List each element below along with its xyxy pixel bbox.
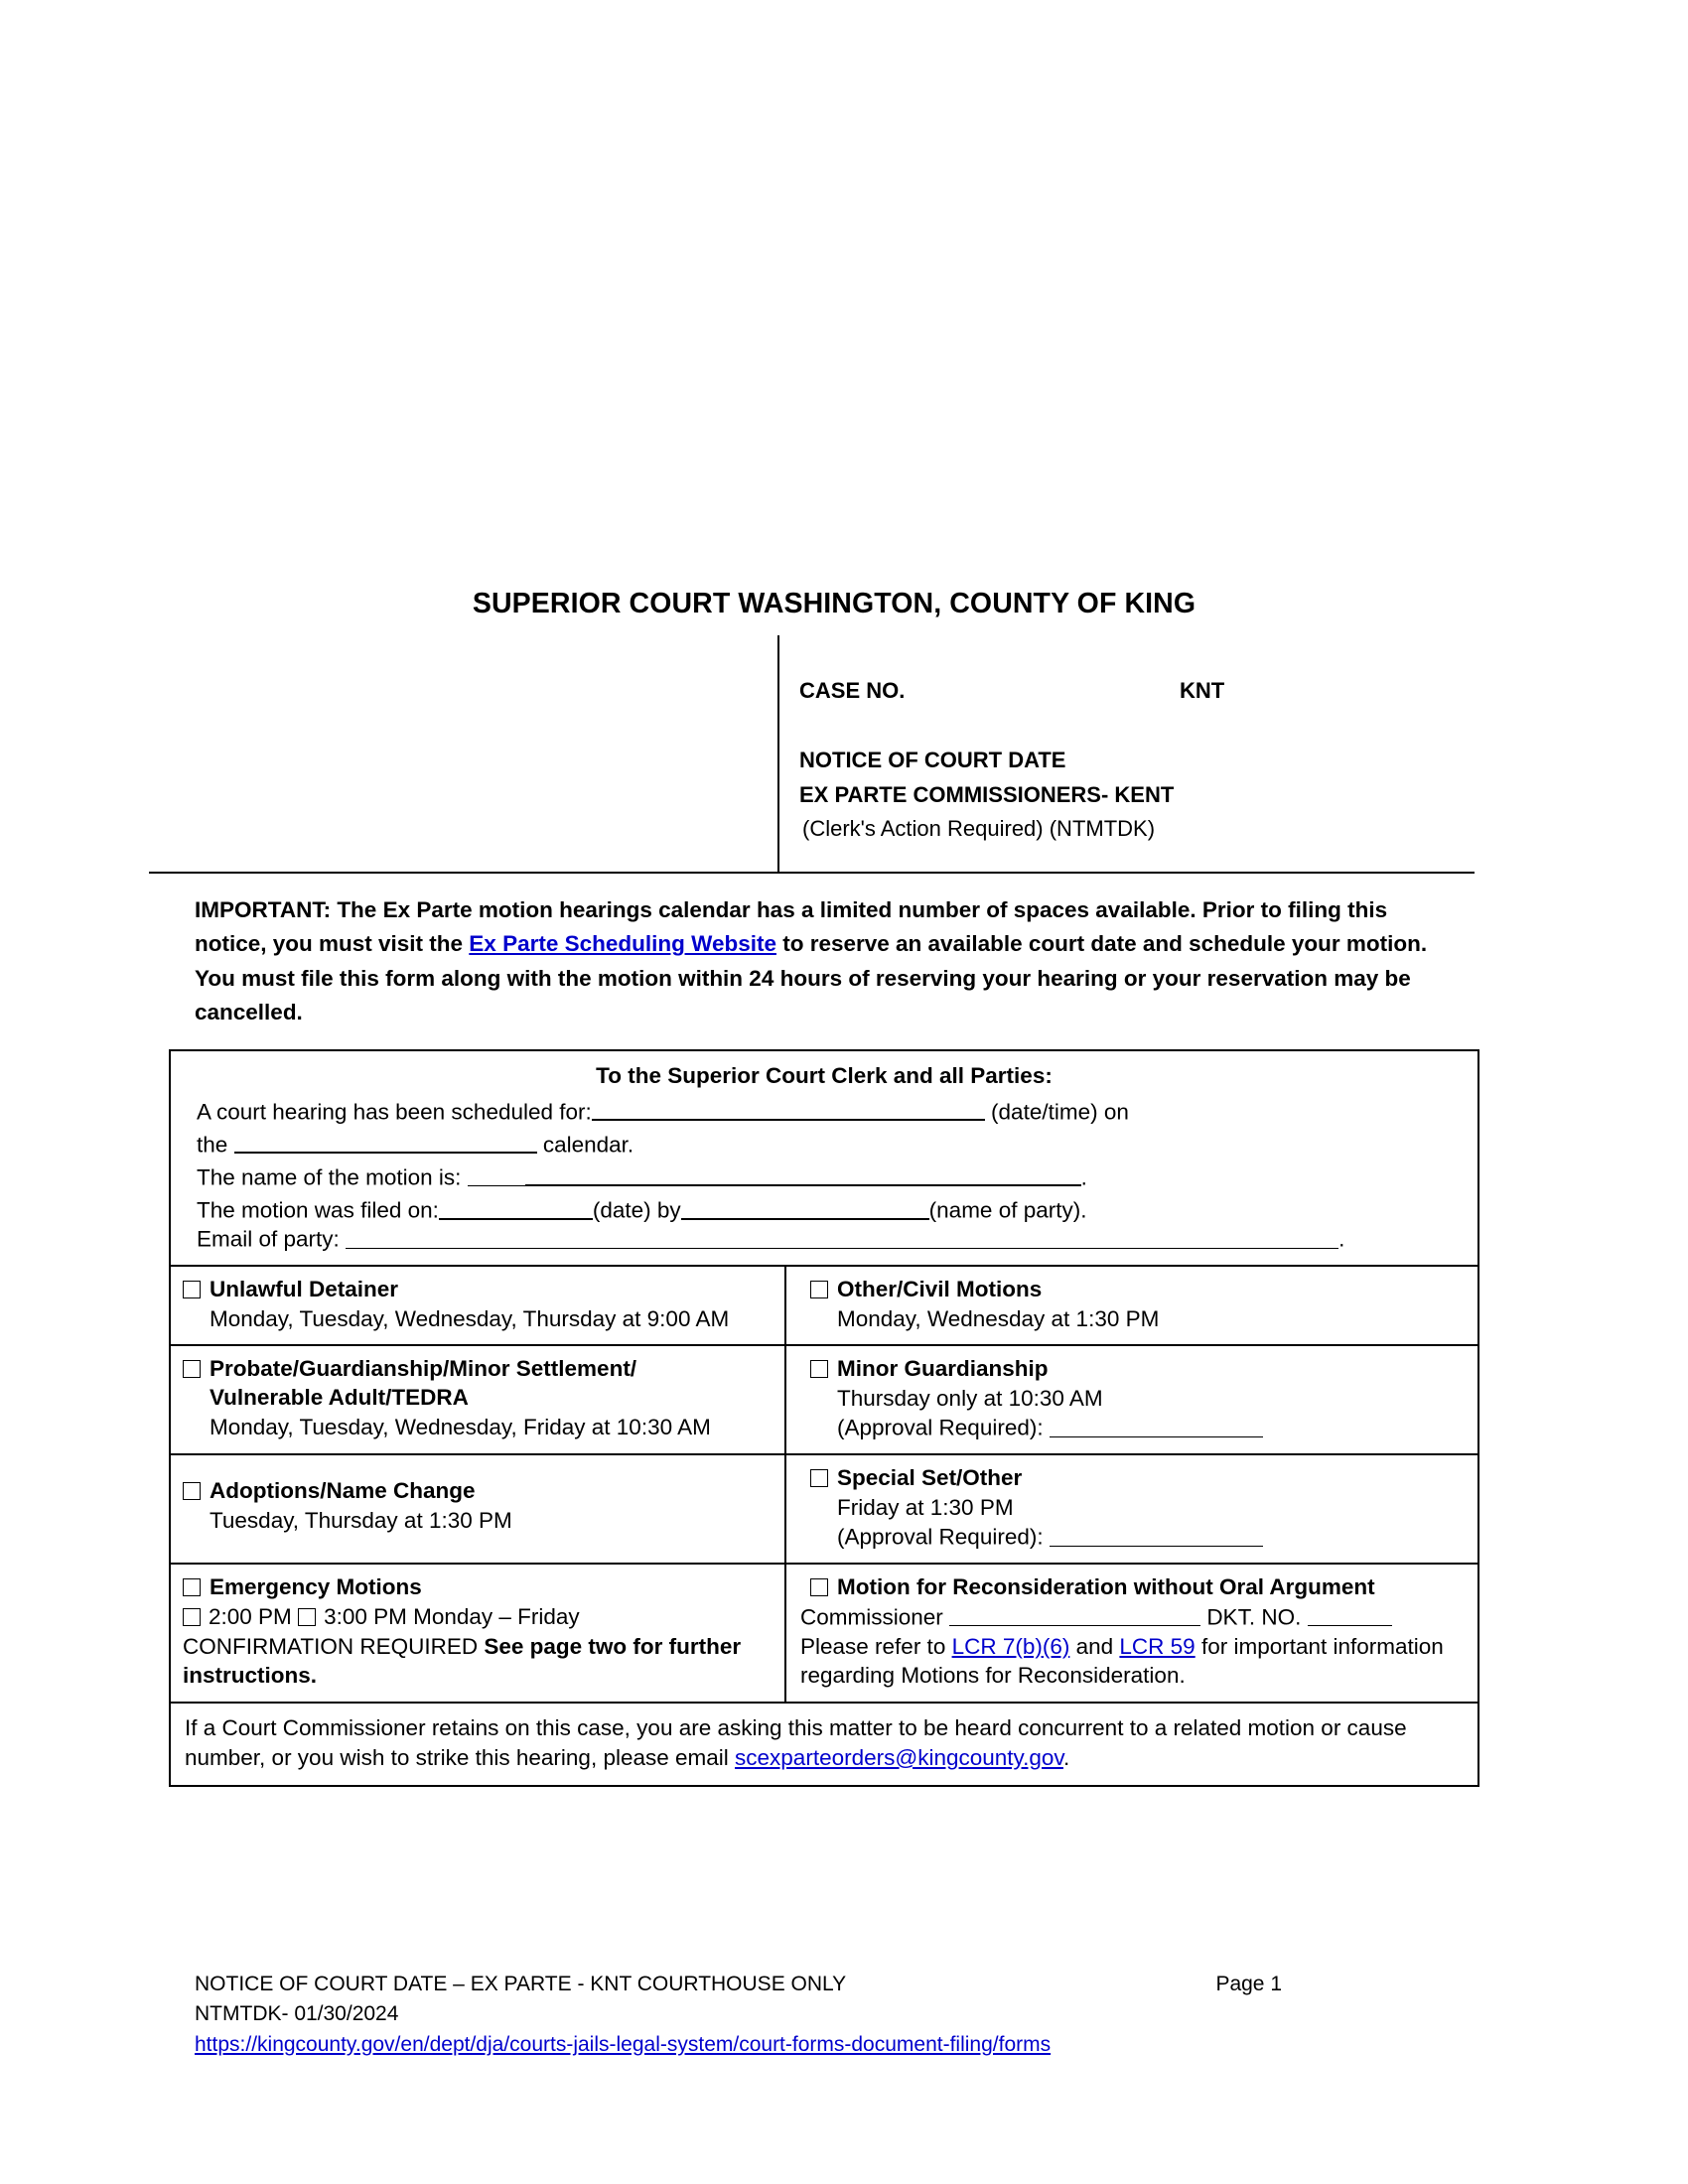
email-of-party-line xyxy=(185,1224,1464,1251)
special-set-approval-label: (Approval Required): xyxy=(837,1524,1044,1550)
probate-option[interactable] xyxy=(183,1355,774,1413)
motion-name-blank-b[interactable] xyxy=(525,1161,1081,1187)
clerks-action-required-label: (Clerk's Action Required) (NTMTDK) xyxy=(802,816,1156,841)
scexparteorders-email-link[interactable]: scexparteorders@kingcounty.gov xyxy=(735,1744,1063,1770)
refer-text-post: for important information regarding Motions for Reconsideration. xyxy=(800,1633,1444,1688)
motion-filed-date-hint: (date) by xyxy=(592,1197,681,1223)
special-set-option[interactable] xyxy=(800,1464,1468,1493)
emergency-time-3pm: 3:00 PM Monday – Friday xyxy=(324,1603,580,1629)
motion-filed-line xyxy=(185,1194,1464,1222)
fill-in-row xyxy=(171,1051,1477,1265)
special-set-cell[interactable] xyxy=(786,1455,1477,1563)
commissioner-dkt-line xyxy=(800,1602,1468,1632)
email-of-party-label: Email of party: xyxy=(197,1226,340,1252)
minor-guardianship-label: Minor Guardianship xyxy=(837,1356,1049,1382)
hearing-datetime-hint: (date/time) on xyxy=(991,1099,1129,1125)
other-civil-motions-option[interactable] xyxy=(800,1276,1468,1304)
probate-label-line2: Vulnerable Adult/TEDRA xyxy=(210,1384,469,1410)
page-footer xyxy=(195,1970,1476,2059)
minor-guardianship-approval-blank[interactable] xyxy=(1050,1413,1263,1437)
motion-name-label: The name of the motion is: xyxy=(197,1164,462,1190)
commissioner-blank[interactable] xyxy=(949,1602,1200,1627)
checkbox-icon[interactable] xyxy=(810,1281,828,1298)
hearing-scheduled-line xyxy=(185,1096,1464,1124)
reconsideration-option[interactable] xyxy=(800,1573,1468,1602)
other-civil-motions-cell[interactable] xyxy=(786,1267,1477,1344)
fill-in-cell xyxy=(171,1051,1477,1265)
checkbox-icon[interactable] xyxy=(298,1608,316,1626)
option-row-3 xyxy=(171,1453,1477,1563)
checkbox-icon[interactable] xyxy=(810,1360,828,1378)
emergency-time-2pm: 2:00 PM xyxy=(209,1603,292,1629)
probate-label-line1: Probate/Guardianship/Minor Settlement/ xyxy=(210,1356,637,1382)
case-number-label: CASE NO. xyxy=(799,678,906,703)
refer-text-pre: Please refer to xyxy=(800,1633,952,1659)
unlawful-detainer-option[interactable] xyxy=(183,1276,774,1304)
unlawful-detainer-label: Unlawful Detainer xyxy=(210,1277,399,1302)
motion-name-period: . xyxy=(1080,1164,1087,1190)
email-of-party-period: . xyxy=(1338,1226,1345,1252)
checkbox-icon[interactable] xyxy=(183,1360,201,1378)
calendar-name-blank[interactable] xyxy=(234,1129,537,1155)
emergency-motions-label: Emergency Motions xyxy=(210,1574,422,1600)
court-code-label: KNT xyxy=(1180,678,1225,703)
emergency-motions-option[interactable] xyxy=(183,1573,774,1602)
calendar-label-post: calendar. xyxy=(542,1132,634,1158)
footer-page-number: Page 1 xyxy=(1215,1973,1282,1995)
hearing-datetime-blank[interactable] xyxy=(592,1096,985,1122)
reconsideration-refer-line xyxy=(800,1632,1468,1691)
adoptions-schedule: Tuesday, Thursday at 1:30 PM xyxy=(210,1507,512,1533)
emergency-times-line xyxy=(183,1602,774,1632)
motion-filed-party-hint: (name of party). xyxy=(928,1197,1087,1223)
page-title: SUPERIOR COURT WASHINGTON, COUNTY OF KING xyxy=(472,588,1196,619)
checkbox-icon[interactable] xyxy=(810,1469,828,1487)
email-of-party-blank[interactable] xyxy=(346,1224,1338,1249)
minor-guardianship-option[interactable] xyxy=(800,1355,1468,1384)
option-row-1 xyxy=(171,1265,1477,1344)
checkbox-icon[interactable] xyxy=(183,1281,201,1298)
dkt-no-blank[interactable] xyxy=(1308,1602,1392,1627)
confirmation-required-label: CONFIRMATION REQUIRED xyxy=(183,1633,485,1659)
lcr-59-link[interactable]: LCR 59 xyxy=(1119,1633,1196,1659)
reconsideration-cell[interactable] xyxy=(786,1565,1477,1702)
caption-block xyxy=(149,635,1475,874)
unlawful-detainer-schedule: Monday, Tuesday, Wednesday, Thursday at 9:00 AM xyxy=(210,1305,730,1331)
motion-filed-date-blank[interactable] xyxy=(439,1194,593,1220)
other-civil-motions-label: Other/Civil Motions xyxy=(837,1277,1043,1302)
footer-revision: NTMTDK- 01/30/2024 xyxy=(195,2001,399,2025)
special-set-schedule: Friday at 1:30 PM xyxy=(837,1494,1014,1520)
retain-note-cell xyxy=(171,1704,1477,1785)
probate-cell[interactable] xyxy=(171,1346,786,1453)
motion-filed-party-blank[interactable] xyxy=(681,1194,929,1220)
footer-form-name: NOTICE OF COURT DATE – EX PARTE - KNT COURTHOUSE ONLY xyxy=(195,1973,847,1995)
ex-parte-commissioners-label: EX PARTE COMMISSIONERS- KENT xyxy=(799,782,1175,807)
lcr-7b6-link[interactable]: LCR 7(b)(6) xyxy=(951,1633,1070,1659)
other-civil-motions-schedule: Monday, Wednesday at 1:30 PM xyxy=(837,1305,1160,1331)
commissioner-label: Commissioner xyxy=(800,1604,943,1630)
unlawful-detainer-cell[interactable] xyxy=(171,1267,786,1344)
adoptions-cell[interactable] xyxy=(171,1455,786,1563)
motion-name-blank-a[interactable] xyxy=(468,1162,525,1187)
probate-schedule: Monday, Tuesday, Wednesday, Friday at 10:30 AM xyxy=(210,1414,711,1439)
notice-of-court-date-label: NOTICE OF COURT DATE xyxy=(799,748,1066,772)
ex-parte-scheduling-website-link[interactable]: Ex Parte Scheduling Website xyxy=(469,931,776,957)
notice-form-table xyxy=(169,1049,1479,1787)
calendar-label-pre: the xyxy=(197,1132,228,1158)
retain-note-period: . xyxy=(1062,1744,1070,1770)
special-set-approval-line xyxy=(800,1522,1468,1552)
hearing-scheduled-label: A court hearing has been scheduled for: xyxy=(197,1099,592,1125)
option-row-2 xyxy=(171,1344,1477,1453)
minor-guardianship-schedule: Thursday only at 10:30 AM xyxy=(837,1385,1103,1411)
retain-note-text: If a Court Commissioner retains on this case, you are asking this matter to be heard concurrent to a related motion or cause number, or you wish to strike this hearing, please email xyxy=(185,1714,1407,1770)
caption-horizontal-rule xyxy=(149,872,1475,874)
adoptions-label: Adoptions/Name Change xyxy=(210,1478,476,1504)
minor-guardianship-approval-line xyxy=(800,1413,1468,1442)
refer-text-mid: and xyxy=(1069,1633,1120,1659)
emergency-motions-cell[interactable] xyxy=(171,1565,786,1702)
calendar-line xyxy=(185,1129,1464,1157)
minor-guardianship-approval-label: (Approval Required): xyxy=(837,1415,1044,1440)
minor-guardianship-cell[interactable] xyxy=(786,1346,1477,1453)
reconsideration-label: Motion for Reconsideration without Oral Argument xyxy=(837,1574,1375,1600)
special-set-label: Special Set/Other xyxy=(837,1465,1023,1491)
checkbox-icon[interactable] xyxy=(183,1578,201,1596)
footer-top-row xyxy=(195,1970,1476,1999)
important-text-part2: to reserve an available court date and schedule your motion. You must file this form along with the motion within 24 hours of reserving your hearing or your reservation may be cancelled. xyxy=(195,931,1428,1025)
emergency-confirmation-line xyxy=(183,1632,774,1691)
king-county-forms-url-link[interactable]: https://kingcounty.gov/en/dept/dja/courts-jails-legal-system/court-forms-document-filing/forms xyxy=(195,2032,1052,2056)
special-set-approval-blank[interactable] xyxy=(1050,1522,1263,1547)
see-page-two-label: See page two for further instructions. xyxy=(183,1633,742,1689)
important-text-part1: IMPORTANT: The Ex Parte motion hearings calendar has a limited number of spaces available. Prior to filing this notice, you must visit the xyxy=(195,897,1388,957)
checkbox-icon[interactable] xyxy=(183,1608,201,1626)
dkt-no-label: DKT. NO. xyxy=(1206,1604,1302,1630)
motion-name-line xyxy=(185,1161,1464,1189)
adoptions-option[interactable] xyxy=(183,1477,774,1506)
caption-vertical-divider xyxy=(777,635,779,872)
checkbox-icon[interactable] xyxy=(810,1578,828,1596)
important-notice-paragraph xyxy=(195,893,1431,1030)
motion-filed-label: The motion was filed on: xyxy=(197,1197,439,1223)
retain-note-row xyxy=(171,1702,1477,1785)
option-row-4 xyxy=(171,1563,1477,1702)
fill-in-heading: To the Superior Court Clerk and all Parties: xyxy=(596,1063,1053,1088)
checkbox-icon[interactable] xyxy=(183,1482,201,1500)
